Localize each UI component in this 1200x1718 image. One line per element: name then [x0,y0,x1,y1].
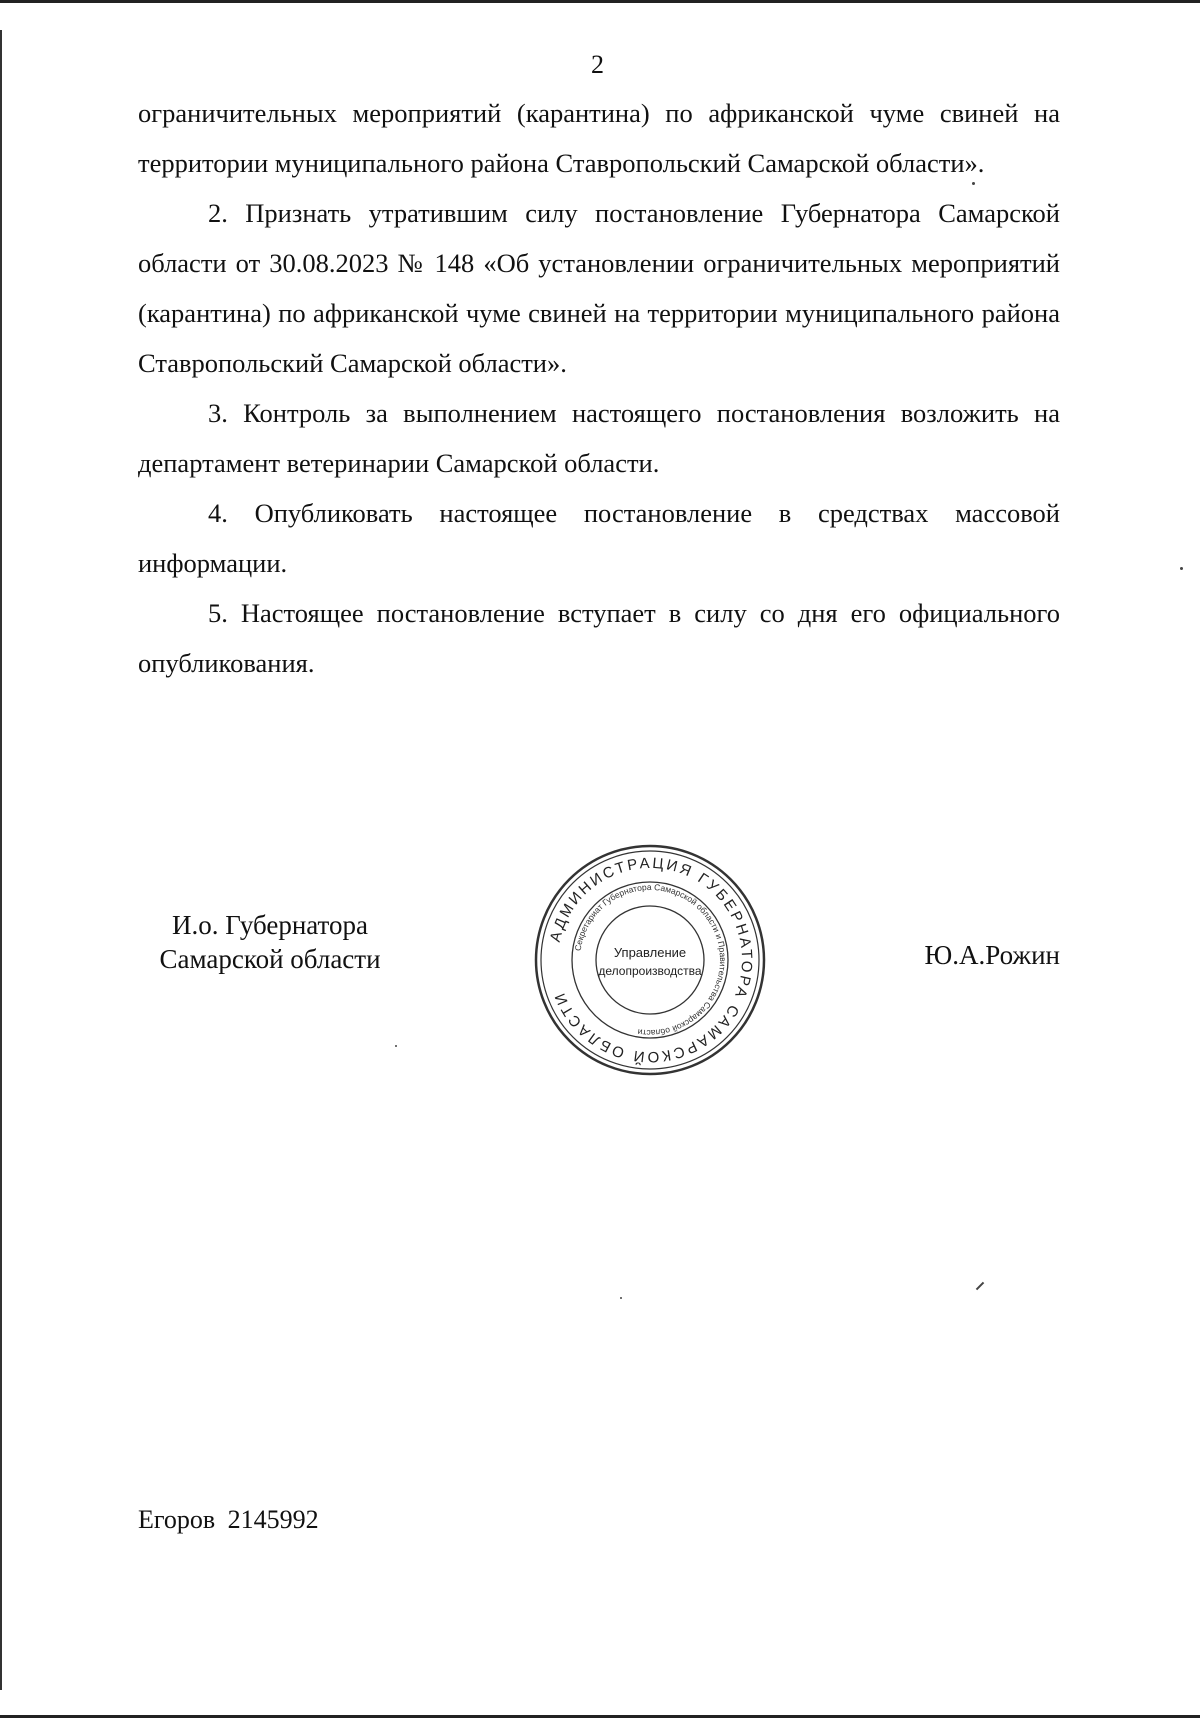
seal-center-line-2: делопроизводства [598,964,702,978]
page-left-border [0,30,2,1690]
scan-mark [976,1282,984,1290]
seal-inner-ring [596,906,704,1014]
paragraph-item-2: 2. Признать утратившим силу постановление Губернатора Самарской области от 30.08.2023 № 148 «Об установлении ограничительных мероприятий (карантина) по африканской чуме свиней на территории муниципального района Ставропольский Самарской области». [138,198,1060,378]
signatory-title [140,908,400,976]
seal-center-line-1: Управление [613,945,687,960]
page-number: 2 [591,50,604,79]
signatory-name: Ю.А.Рожин [924,940,1060,970]
paragraph-item-5: 5. Настоящее постановление вступает в силу со дня его официального опубликования. [138,598,1060,678]
paragraph-item-4: 4. Опубликовать настоящее постановление в средствах массовой информации. [138,498,1060,578]
paragraph-item-3: 3. Контроль за выполнением настоящего постановления возложить на департамент ветеринарии Самарской области. [138,398,1060,478]
scan-speck [395,1045,397,1047]
scan-speck [620,1297,622,1299]
official-seal [530,840,770,1080]
seal-inner-text: Секретариат Губернатора Самарской области и Правительства Самарской области [572,881,729,1039]
signatory-title-line-1: И.о. Губернатора [171,910,368,940]
signatory-title-line-2: Самарской области [159,944,381,974]
seal-outer-ring [536,846,764,1074]
scan-speck [972,182,975,185]
executor-contact: Егоров 2145992 [138,1505,319,1534]
paragraph-continuation: ограничительных мероприятий (карантина) по африканской чуме свиней на территории муниципального района Ставропольский Самарской области». [138,98,1060,178]
document-body [138,88,1060,688]
seal-outer-text: АДМИНИСТРАЦИЯ ГУБЕРНАТОРА САМАРСКОЙ ОБЛАСТИ [546,854,756,1066]
scan-speck [1180,567,1183,570]
page-top-border [0,0,1200,3]
